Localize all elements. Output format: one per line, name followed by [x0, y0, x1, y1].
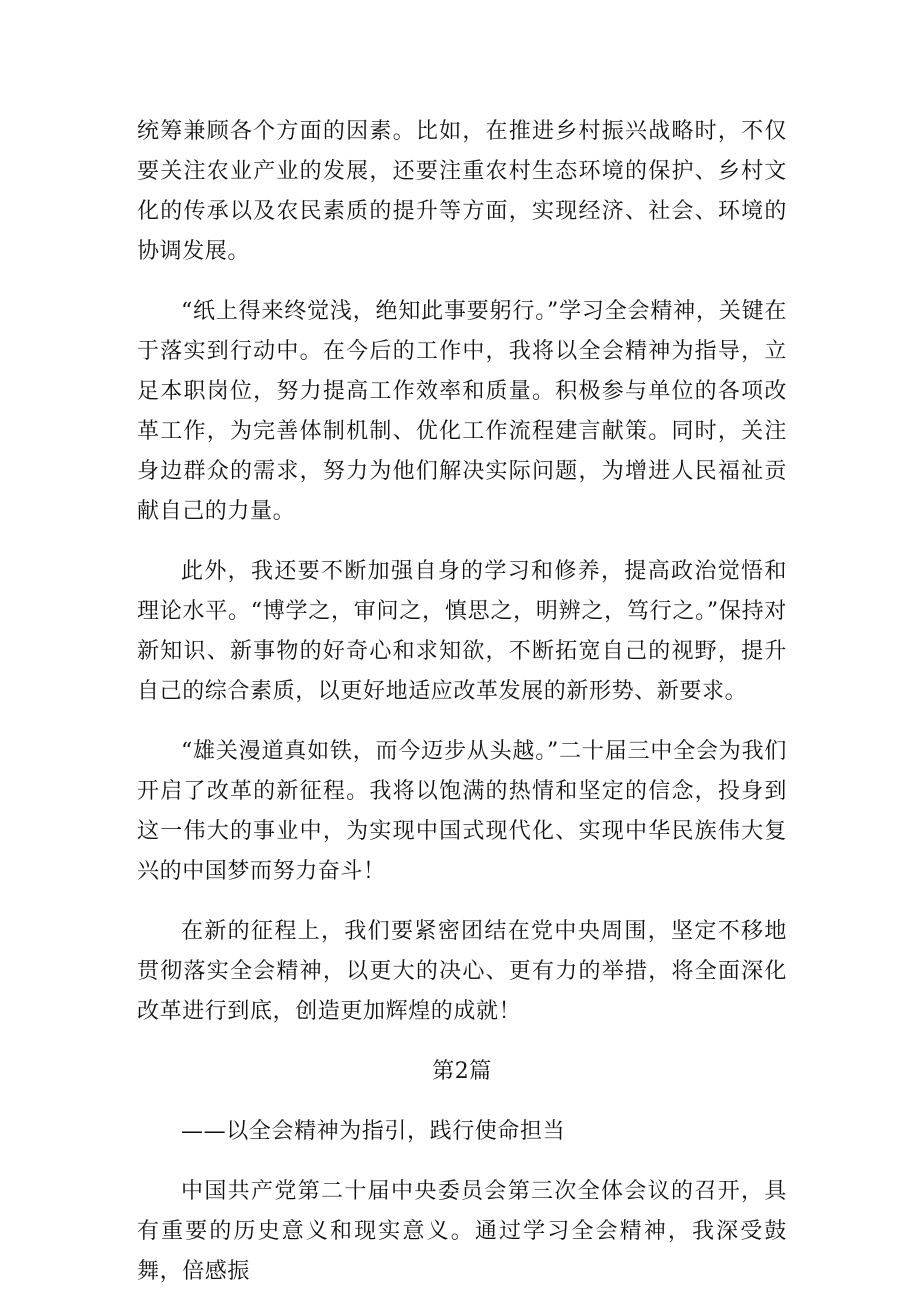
paragraph-unity: 在新的征程上，我们要紧密团结在党中央周围，坚定不移地贯彻落实全会精神，以更大的决心、更有力的举措，将全面深化改革进行到底，创造更加辉煌的成就！ — [137, 919, 787, 1024]
section-subtitle: ——以全会精神为指引，践行使命担当 — [181, 1119, 566, 1144]
section-heading: 第2篇 — [432, 1059, 492, 1084]
paragraph-practice: “纸上得来终觉浅，绝知此事要躬行。”学习全会精神，关键在于落实到行动中。在今后的工作中，我将以全会精神为指导，立足本职岗位，努力提高工作效率和质量。积极参与单位的各项改革工作，为完善体制机制、优化工作流程建言献策。同时，关注身边群众的需求，努力为他们解决实际问题，为增进人民福祉贡献自己的力量。 — [137, 299, 787, 524]
paragraph-new-journey: “雄关漫道真如铁，而今迈步从头越。”二十届三中全会为我们开启了改革的新征程。我将以饱满的热情和坚定的信念，投身到这一伟大的事业中，为实现中国式现代化、实现中华民族伟大复兴的中国梦而努力奋斗！ — [137, 739, 787, 884]
paragraph-self-study: 此外，我还要不断加强自身的学习和修养，提高政治觉悟和理论水平。“博学之，审问之，慎思之，明辨之，笃行之。”保持对新知识、新事物的好奇心和求知欲，不断拓宽自己的视野，提升自己的综合素质，以更好地适应改革发展的新形势、新要求。 — [137, 559, 787, 704]
paragraph-continuation: 统筹兼顾各个方面的因素。比如，在推进乡村振兴战略时，不仅要关注农业产业的发展，还要注重农村生态环境的保护、乡村文化的传承以及农民素质的提升等方面，实现经济、社会、环境的协调发展。 — [137, 119, 787, 264]
paragraph-intro: 中国共产党第二十届中央委员会第三次全体会议的召开，具有重要的历史意义和现实意义。通过学习全会精神，我深受鼓舞，倍感振 — [137, 1179, 787, 1284]
document-body — [137, 112, 787, 1312]
